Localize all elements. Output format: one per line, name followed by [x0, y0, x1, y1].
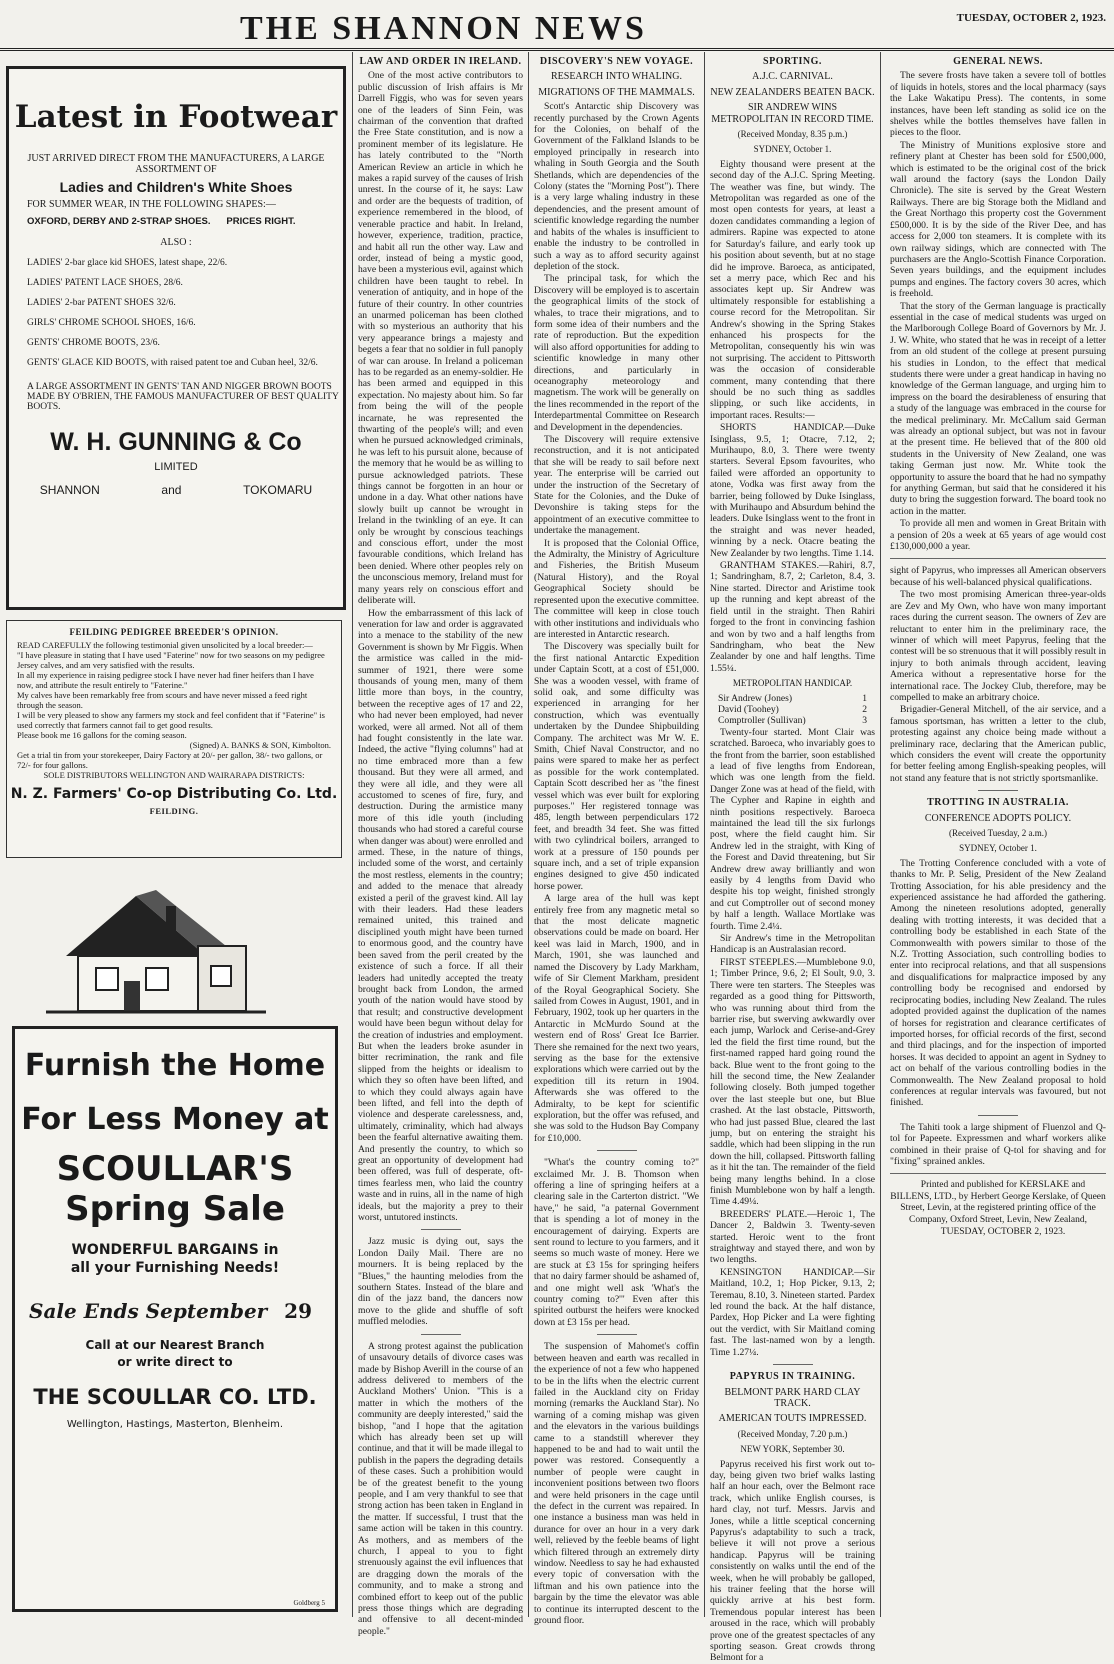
house-illustration [46, 886, 266, 1016]
farmers-para: READ CAREFULLY the following testimonial given unsolicited by a local breeder:— [17, 640, 313, 650]
sporting-sub2: NEW ZEALANDERS BEATEN BACK. [710, 86, 875, 98]
footwear-town-shannon: SHANNON [39, 483, 100, 497]
general-para: The severe frosts have taken a severe toll of bottles of liquids in hotels, stores and the local pharmacy (says the Lake Wakatipu Press). The contents, in some instances, have been left standing as solid ice on the shelves while the bottles themselves have fallen in pieces to the floor. [890, 70, 1106, 139]
papyrus-dateline: NEW YORK, September 30. [740, 1444, 845, 1455]
scoullar-line1: Furnish the Home [24, 1048, 326, 1083]
footwear-shapes: OXFORD, DERBY AND 2-STRAP SHOES. [27, 216, 211, 227]
sporting-para: FIRST STEEPLES.—Mumblebone 9.0, 1; Timber Prince, 9.6, 2; El Soult, 9.0, 3. There were ten starters. The Steeples was regarded as a good thing for Pittsworth, who was running about third from the barrier rise, but swerving awkwardly over each jump, Warlock and Cerise-and-Grey led the field the first time round, but the first-named rapped hard going round the back. Blue went to the front going to the hill the second time, the New Zealander following closely. Both jumped together over the last steeple but one, but Blue crashed. At the last obstacle, Pittsworth, who had just passed Blue, cleared the last jump, but on entering the straight his saddle, which had been slipping in the run down the hill, collapsed. Pittsworth falling as it hit the tan. The remainder of the field being many lengths behind. In a close finish Mumblebone won by half a length. Time 4.49¼. [710, 956, 875, 1208]
discovery-para: The Discovery will require extensive reconstruction, and it is not anticipated that she will be ready to sail before next year. The enterprise will be carried out under the instruction of the Secretary of State for the Colonies, and the Duke of Devonshire is taking steps for the appointment of an executive committee to undertake the management. [534, 434, 699, 537]
divorce-para: A strong protest against the publication of unsavoury details of divorce cases was made by Bishop Averill in the course of an address delivered to members of the Auckland Mothers' Union. "This is a matter in which the mothers of the community are deeply interested," said the bishop, "and I hope that the agitation which has already been set up will continue, and that it will be made illegal to publish in the papers the degrading details of these cases. Such a prohibition would be of the greatest benefit to the young people, and I am very thankful to see that strong action has been taken in England in the matter. If successful, I trust that the same action will be taken in this country. As mothers, and as members of the church, I appeal to you to fight strenuously against the evil influences that are dragging down the morals of the community, and to make a strong and combined effort to keep out of the public press those things which are degrading and offensive to all decent-minded people." [358, 1340, 523, 1637]
papyrus-continued: The two most promising American three-year-olds are Zev and My Own, who have won many important races during the current season. The owners of Zev are reluctant to enter him in the preliminary race, the winner of which will meet Papyrus, feeling that the contest will be so strenuous that it will possibly result in injury to both animals through accident, leaving America without a representative horse for the international race. The Jockey Club, therefore, may be compelled to make an arbitrary choice. [890, 589, 1106, 703]
sporting-para: Eighty thousand were present at the second day of the A.J.C. Spring Meeting. The weather was fine, but windy. The Metropolitan was regarded as one of the most open contests for years, at least a dozen candidates commanding a legion of admirers. Rapine was expected to atone for Saturday's failure, and early took up his position about seventh, but at no stage did he improve. Baroeca, as anticipated, set a merry pace, which Rec and his associates kept up. Sir Andrew was ultimately responsible for establishing a course record for the Metropolitan. Sir Andrew's showing in the Spring Stakes enhanced his prospects for the Metropolitan, consequently his win was not surprising. The accident to Pittsworth was the occasion of considerable comment, many contending that there should be no such thing as saddles slipping, or such like accidents, in important races. Results:— [710, 158, 875, 421]
sporting-sub1: A.J.C. CARNIVAL. [752, 71, 833, 83]
separator [421, 1334, 461, 1335]
sporting-para: Sir Andrew's time in the Metropolitan Handicap is an Australasian record. [710, 933, 875, 956]
farmers-para: In all my experience in raising pedigree stock I have never had finer heifers than I have now, and attribute the result entirely to "Faterine." [17, 670, 314, 690]
metro-result: Comptroller (Sullivan) 3 [718, 715, 867, 727]
separator [773, 1364, 813, 1365]
footwear-item: LADIES' 2-bar PATENT SHOES 32/6. [27, 298, 176, 308]
metropolitan-heading: METROPOLITAN HANDICAP. [732, 678, 853, 689]
general-para: The Ministry of Munitions explosive store and refinery plant at Chester has been sold for £500,000, which is estimated to be the original cost of the brick wall around the factory (says the London Daily Chronicle). The site is served by the Great Western Railways. There are big Storage both the Midland and the Great Northago this property cost the Government £500,000. It is by the side of the River Dee, and has access for 2,000 ton steamers. It is complete with its own railway sidings, which are connected with The purchasers are the Anglo-Scottish Finance Corporation. Seven years buildings, and the equipment includes pumps and engines. The factory covers 30 acres, which is freehold. [890, 139, 1106, 300]
sporting-para: SHORTS HANDICAP.—Duke Isinglass, 9.5, 1; Otacre, 7.12, 2; Murihaupo, 8.0, 3. There were twenty starters. Several Epsom favourites, who failed were afforded an opportunity to atone, Vodka was first away from the barrier, being followed by Duke Isinglass, with Murihaupo and Absurdum behind the leaders. Duke Isinglass went to the front in the straight and was never headed, winning by a neck. Otacre beating the New Zealander by two lengths. Time 1.14. [710, 422, 875, 559]
papyrus-sub1: BELMONT PARK HARD CLAY TRACK. [724, 1386, 861, 1409]
scoullar-call: Call at our Nearest Branch [85, 1338, 265, 1352]
footwear-and: and [161, 483, 182, 497]
issue-date: TUESDAY, OCTOBER 2, 1923. [956, 12, 1106, 24]
scoullar-bargains: WONDERFUL BARGAINS in [71, 1242, 279, 1258]
sporting-heading: SPORTING. [763, 56, 822, 67]
sporting-para: Twenty-four started. Mont Clair was scratched. Baroeca, who invariably goes to the front from the barrier, soon established a lead of five lengths from Endorean, which was one length from the field. Danger Zone was at head of the field, with The Cypher and Rapine in eighth and ninth positions respectively. Baroeca maintained the lead till the six furlongs post, where the field caught him. Sir Andrew led in the straight, with King of the Forest and David threatening, but Sir Andrew drew away brilliantly and won easily by 4 lengths from David who despite his top weight, finished strongly and cut Comptroller out of second money by half a length. Wallace Mortlake was fourth. Time 2.4¼. [710, 726, 875, 932]
footwear-advertisement [6, 66, 346, 610]
farmers-para: Please book me 16 gallons for the coming season. [17, 730, 187, 740]
farmers-heading: FEILDING PEDIGREE BREEDER'S OPINION. [69, 627, 279, 637]
farmers-signature: (Signed) A. BANKS & SON, Kimbolton. [189, 740, 331, 750]
footwear-town-tokomaru: TOKOMARU [243, 483, 313, 497]
publisher-imprint: Printed and published for KERSLAKE and BILLENS, LTD., by Herbert George Kerslake, of Queen Street, Levin, at the registered printing office of the Company, Oxford Street, Levin, New Zealand, [890, 1180, 1106, 1225]
footwear-prices: PRICES RIGHT. [226, 216, 296, 227]
trotting-dateline: SYDNEY, October 1. [959, 843, 1037, 854]
footwear-assortment: A LARGE ASSORTMENT IN GENTS' TAN AND NIGGER BROWN BOOTS MADE BY O'BRIEN, THE FAMOUS MANUFACTURER OF BEST QUALITY BOOTS. [27, 382, 339, 412]
discovery-sub1: RESEARCH INTO WHALING. [550, 71, 682, 83]
column-discovery [534, 52, 699, 1627]
discovery-para: The Discovery was specially built for the first national Antarctic Expedition under Captain Scott, at a cost of £51,000. She was a wooden vessel, with frame of solid oak, and some difficulty was experienced in arranging for her construction, which was eventually undertaken by the Dundee Shipbuilding Company. The architect was Mr W. E. Smith, Chief Naval Constructor, and no pains were spared to make her as perfect as possible for the work contemplated. Captain Scott described her as "the finest vessel which was ever built for exploring purposes." Her registered tonnage was 485, length between perpendiculars 172 feet, and breadth 34 feet. She was fitted with two cylindrical boilers, arranged to work at a pressure of 150 pounds per square inch, and a set of triple expansion engines designed to give 450 indicated horse power. [534, 641, 699, 892]
general-para: That the story of the German language is practically essential in the case of medical students was urged on the Marlborough College Board of Governors by Mr. J. J. W. White, who stated that he was in receipt of a letter from an old student of the college at present pursuing his studies in London, to the effect that medical students there were under a great handicap in having no knowledge of the German language, and urging him to impress on the board the desirableness of ensuring that a study of the language was embraced in the course for the medical preliminary. Mr. McCallum said German was already an optional subject, but was not in favour at the present time. He believed that of the 800 old students in the University of New Zealand, one was taking German just now. Mr. White took the opportunity to assure the board that he had no sympathy for anything German, but said that he considered it his duty to bring the suggestion forward. The board took no action in the matter. [890, 300, 1106, 517]
footwear-summer: FOR SUMMER WEAR, IN THE FOLLOWING SHAPES:— [27, 199, 276, 210]
scoullar-company: THE SCOULLAR CO. LTD. [33, 1385, 317, 1409]
printer-stamp: Goldberg 5 [293, 1599, 325, 1607]
sporting-received: (Received Monday, 8.35 p.m.) [737, 129, 848, 140]
farmers-company: N. Z. Farmers' Co-op Distributing Co. Ltd. [10, 786, 338, 802]
papyrus-continued: sight of Papyrus, who impresses all American observers because of his well-balanced physical qualifications. [890, 565, 1106, 588]
sporting-sub3: SIR ANDREW WINS METROPOLITAN IN RECORD TIME. [711, 102, 874, 125]
law-heading: LAW AND ORDER IN IRELAND. [359, 56, 522, 67]
metro-result: David (Toohey) 2 [718, 703, 867, 715]
sporting-dateline: SYDNEY, October 1. [753, 144, 832, 155]
metro-result: Sir Andrew (Jones) 1 [718, 692, 867, 704]
footwear-item: GENTS' GLACE KID BOOTS, with raised patent toe and Cuban heel, 32/6. [27, 358, 318, 368]
law-para: How the embarrassment of this lack of veneration for law and order is aggravated into a menace to the stability of the new Government is shown by Mr Figgis. When the armistice was called in the mid-summer of 1921, there were some thousands of young men, many of them little more than boys, in the country, between the receptive ages of 17 and 22, who had never been employed, had never worked, were all armed. Not all of them had fought consistently in the late war. Indeed, the active "flying columns" had at no time embraced more than a few thousand. But they were all armed, and they were all idle, and they were all accustomed to scenes of fire, fury, and destruction. During the armistice many more of this idle youth (including thousands who had stored a careful course when danger was about) were enrolled and armed. These, in the nature of things, included some of the worst, and certainly the most restless, elements in the country; and added to the menace that already existed a peril of the gravest kind. All lay with their leaders. Had these leaders remained united, this trained and disciplined youth might have been turned to enormous good, and the country have been saved from the peril created by the existence of such a force. If all their leaders had unitedly accepted the treaty brought back from London, the armed youth of the nation would have stood by that result; and constructive development would have been begun without delay for the creation of industries and employment. But when the leaders broke asunder in bitter recrimination, the rank and file slipped from the heights or idealism to which they so often have been lifted, and to which they could always again have been lifted, and fell into the depth of violence and desperate carelessness, and, ultimately, criminality, which had always been the fearful alternative awaiting them. And presently the country, to which so great an opportunity of development had been offered, was full of desperate, oft-times fearless men, who laid the country waste and in ruins, all in the name of high ideals, but the majority a prey to their worst, untutored instincts. [358, 607, 523, 1224]
farmers-advertisement [6, 620, 342, 858]
papyrus-continued: Brigadier-General Mitchell, of the air service, and a famous sportsman, has written a letter to the club, protesting against any choice being made without a preliminary race, declaring that the American public, which considers the event will create the opportunity for better feeling among English-speaking peoples, will not stand any feature that is not strictly sportsmanlike. [890, 704, 1106, 784]
separator [890, 1173, 1106, 1174]
scoullar-name: SCOULLAR'S [56, 1149, 294, 1189]
footwear-item: LADIES' PATENT LACE SHOES, 28/6. [27, 278, 183, 288]
footwear-intro: JUST ARRIVED DIRECT FROM THE MANUFACTURERS, A LARGE ASSORTMENT OF [27, 153, 325, 175]
discovery-heading: DISCOVERY'S NEW VOYAGE. [539, 56, 694, 67]
lift-para: The suspension of Mahomet's coffin between heaven and earth was recalled in the experience of not a few who happened to be in the lifts when the electric current failed in the Auckland city on Friday morning (remarks the Auckland Star). No warning of a coming mishap was given and the elevators in the various buildings came to a standstill wherever they happened to be and had to wait until the power was restored. Consequently a number of people were caught in inconvenient positions between two floors and were held prisoners in the cage until the defect in the current was repaired. In one instance a business man was held in durance for over an hour in a very dark well, relieved by the feeble beams of light which filtered through an extremely dirty window. Needless to say he had exhausted every topic of conversation with the liftman and his own patience into the bargain by the time the elevator was able to continue its interrupted descent to the ground floor. [534, 1341, 699, 1627]
column-rule [352, 52, 353, 1617]
scoullar-write: or write direct to [117, 1355, 233, 1369]
discovery-para: The principal task, for which the Discovery will be employed is to ascertain the geographical limits of the stock of whales, to trace their migrations, and to form some idea of their numbers and the rate of reproduction. But the expedition will also afford opportunities for adding to scientific knowledge in many other directions, and particularly in oceanography meteorology and magnetism. The work will be generally on the lines recommended in the report of the Interdepartmental Committee on Research and Development in the dependencies. [534, 273, 699, 433]
heifers-para: "What's the country coming to?" exclaimed Mr. J. B. Thomson when offering a line of springing heifers at a clearing sale in the Carterton district. "We have," he said, "a paternal Government that is spending a lot of money in the encouragement of dairying. Experts are sent round to lecture to you farmers, and it seems so much waste of money. Here we are stuck at £3 15s for springing heifers that no dairy farmer should be ashamed of, and one might well ask 'What's the country coming to?'" Even after this spirited outburst the heifers were knocked down at £3 15s per head. [534, 1157, 699, 1328]
scoullar-branches: Wellington, Hastings, Masterton, Blenheim. [66, 1419, 284, 1430]
farmers-para: "I have pleasure in stating that I have used "Faterine" now for two seasons on my pedigree Jersey calves, and am very satisfied with the results. [17, 650, 325, 670]
general-heading: GENERAL NEWS. [953, 56, 1043, 67]
footwear-kind: Ladies and Children's White Shoes [59, 179, 293, 195]
discovery-para: It is proposed that the Colonial Office, the Admiralty, the Ministry of Agriculture and Fisheries, the British Museum (Natural History), and the Royal Geographical Society should be represented upon the executive committee. The committee will keep in close touch with other institutions and individuals who are interested in Antarctic research. [534, 537, 699, 640]
farmers-distributors: SOLE DISTRIBUTORS WELLINGTON AND WAIRARAPA DISTRICTS: [43, 770, 305, 780]
scoullar-day: 29 [284, 1299, 313, 1323]
farmers-para: Get a trial tin from your storekeeper, Dairy Factory at 20/- per gallon, 38/- two gallons, or 72/- for four gallons. [17, 750, 323, 770]
papyrus-para: Papyrus received his first work out to-day, being given two brief walks lasting half an hour each, over the Belmont race track, which unlike English courses, is hard clay, not turf. Messrs. Jarvis and Jones, while a little sceptical concerning Papyrus's adaptability to such a track, believe it will not prove a serious handicap. Papyrus will be training consistently on walks until the end of the week, when he will probably be galloped, his trainer feeling that the horse will quickly arrive at his best form. Tremendous popular interest has been aroused in the race, which will probably prove one of the greatest spectacles of any sporting season. Great crowds throng Belmont for a [710, 1458, 875, 1664]
column-rule [880, 52, 881, 1617]
law-para: One of the most active contributors to public discussion of Irish affairs is Mr Darrell Figgis, who was for seven years one of the leaders of Sinn Fein, was chairman of the convention that drafted the Free State constitution, and is now a prominent member of its legislature. He has lately contributed to the "North American Review an article in which he makes a rapid survey of the causes of Irish unrest. In the course of it, he says: Law and order are the bequests of tradition, of experience remembered in the blood, of venerable practice and habit. In Ireland, however, experience, tradition, practice, and habit all run the other way. Law and order, instead of being a mystic good, have been a mysterious evil, against which children have been taught to rebel. In veneration of antiquity, and in hope of the future of their country. In other countries an unarmed policeman has been clothed with so mysterious an authority that his very appearance brings a majesty and begets a fear that no soldier in full panoply of war can arouse. In Ireland a policeman has to be regarded as an enemy-soldier. He has been armed and equipped in this expectation. No majesty about him. So far from being the will of the people incarnate, he was represented the thwarting of the people's will; and even when he pursued acknowledged criminals, he was left to his pursuit alone, because of the memory that he would be as willing to pursue acknowledged patriots. These things cannot be forgotten in an hour or undone in a day. What other nations have slowly built up cannot be wrought in Ireland in the twinkling of an eye. It can only be wrought by conscious teachings and conscious effort, under the most favourable conditions, which Ireland has been denied. Where other peoples rely on the unconscious memory, Ireland must for many years rely on conscious effort and deliberate will. [358, 70, 523, 607]
footwear-firm: W. H. GUNNING & Co [50, 428, 302, 456]
separator [597, 1334, 637, 1335]
discovery-para: Scott's Antarctic ship Discovery was recently purchased by the Crown Agents for the Colonies, on behalf of the Government of the Falkland Islands to be employed principally in research into whaling in South Georgia and the South Shetlands, which are dependencies of the Colony (states the "Morning Post"). There is a very large whaling industry in these dependencies, and the present amount of scientific knowledge regarding the number and habits of the whales is insufficient to enable the industry to be controlled in such a way as to afford security against depletion of the stock. [534, 101, 699, 272]
trotting-sub: CONFERENCE ADOPTS POLICY. [924, 812, 1072, 824]
separator [890, 558, 1106, 559]
footwear-item: GENTS' CHROME BOOTS, 23/6. [27, 338, 160, 348]
scoullar-needs: all your Furnishing Needs! [70, 1260, 280, 1276]
separator [597, 1150, 637, 1151]
separator [978, 790, 1018, 791]
separator [421, 1229, 461, 1230]
papyrus-received: (Received Monday, 7.20 p.m.) [737, 1428, 848, 1439]
column-law-and-order [358, 52, 523, 1637]
column-rule [528, 52, 529, 1617]
separator [978, 1115, 1018, 1116]
farmers-para: I will be very pleased to show any farmers my stock and feel confident that if "Faterine" is used correctly that farmers cannot fail to get good results. [17, 710, 325, 730]
trotting-received: (Received Tuesday, 2 a.m.) [949, 828, 1047, 838]
footwear-also: ALSO : [160, 237, 192, 248]
sporting-para: BREEDERS' PLATE.—Heroic 1, The Dancer 2, Baldwin 3. Twenty-seven started. Heroic went to the front straightway and stayed there, and won by two lengths. [710, 1208, 875, 1266]
discovery-sub2: MIGRATIONS OF THE MAMMALS. [538, 86, 695, 98]
scoullar-sale: Spring Sale [65, 1189, 285, 1229]
trotting-para: The Trotting Conference concluded with a vote of thanks to Mr. P. Selig, President of the New Zealand Trotting Association, for his able presidency and the experienced assistance he had afforded the gathering. Among the nineteen resolutions adopted, generally dealing with trotting interests, it was decided that a controlling body be established in each State of the Commonwealth with powers similar to those of the N.Z. Trotting Association, such controlling bodies to enter into reciprocal relations, and that all suspensions and disqualifications for malpractice imposed by any controlling body be recognised and endorsed by reciprocating bodies, including New Zealand. The rules adopted provided against the duplication of the names of horses for registration and clearance certificates of imported horses, for official records of the first, second and third placings, and for the inspection of imported horses. It was decided to appoint an agent in Sydney to act on behalf of the various controlling bodies in the Commonwealth. The New Zealand proposal to hold conferences at regular intervals was favoured, but not finished. [890, 857, 1106, 1109]
scoullar-ends: Sale Ends September [29, 1299, 268, 1323]
general-para: To provide all men and women in Great Britain with a pension of 20s a week at 65 years of age would cost £130,000,000 a year. [890, 518, 1106, 553]
tahiti-para: The Tahiti took a large shipment of Fluenzol and Q-tol for Papeete. Expressmen and wharf workers alike combined in their praise of Q-tol for shaving and for "fixing" sprained ankles. [890, 1121, 1106, 1167]
papyrus-heading: PAPYRUS IN TRAINING. [729, 1371, 856, 1383]
footwear-item: LADIES' 2-bar glace kid SHOES, latest shape, 22/6. [27, 258, 228, 268]
scoullar-line2: For Less Money at [21, 1102, 329, 1137]
publisher-date: TUESDAY, OCTOBER 2, 1923. [940, 1227, 1066, 1237]
trotting-heading: TROTTING IN AUSTRALIA. [927, 797, 1069, 809]
column-general-news [886, 52, 1110, 1614]
farmers-para: My calves have been remarkably free from scours and have never missed a feed right through the season. [17, 690, 308, 710]
sporting-para: KENSINGTON HANDICAP.—Sir Maitland, 10.2, 1; Hop Picker, 9.13, 2; Teremau, 8.10, 3. Nineteen started. Pardex led round the back. At the half distance, Pardex, Hop Picker and La were fighting out the verdict, with Sir Maitland coming fast. The last-named won by a length. Time 1.27¼. [710, 1266, 875, 1358]
column-sporting [710, 52, 875, 1664]
footwear-limited: LIMITED [154, 461, 198, 473]
jazz-para: Jazz music is dying out, says the London Daily Mail. There are no mourners. It is being replaced by the "Blues," the haunting melodies from the southern States. Instead of the blare and din of the jazz band, the dancers now move to the glide and shuffle of soft muffled melodies. [358, 1236, 523, 1328]
scoullar-advertisement [6, 856, 340, 1616]
newspaper-title: THE SHANNON NEWS [240, 10, 647, 47]
footwear-item: GIRLS' CHROME SCHOOL SHOES, 16/6. [27, 318, 196, 328]
discovery-para: A large area of the hull was kept entirely free from any magnetic metal so that the most delicate magnetic observations could be made on board. Her keel was laid in March, 1900, and in March, 1901, she was launched and named the Discovery by Lady Markham, wife of Sir Clement Markham, president of the Royal Geographical Society. She sailed from Cowes in August, 1901, and in February, 1902, took up her quarters in the Antarctic in McMurdo Sound at the western end of Ross' Great Ice Barrier. There she remained for the next two years, serving as the base for the extensive explorations which were carried out by the expedition till its return in 1904. Afterwards she was offered to the Admiralty, to be kept for scientific exploration, but the offer was refused, and she was sold to the Hudson Bay Company for £10,000. [534, 893, 699, 1144]
farmers-town: FEILDING. [149, 806, 199, 816]
footwear-heading: Latest in Footwear [14, 99, 338, 135]
sporting-para: GRANTHAM STAKES.—Rahiri, 8.7, 1; Sandringham, 8.7, 2; Carleton, 8.4, 3. Nine started. Director and Aristime took up the running and kept abreast of the field until in the straight. Then Rahiri forged to the front in convincing fashion and won by two and a half lengths from Sandringham, who beat the New Zealander by one and half lengths. Time 1.55¼. [710, 560, 875, 674]
masthead [0, 0, 1114, 51]
column-rule [704, 52, 705, 1617]
papyrus-sub2: AMERICAN TOUTS IMPRESSED. [718, 1413, 867, 1425]
